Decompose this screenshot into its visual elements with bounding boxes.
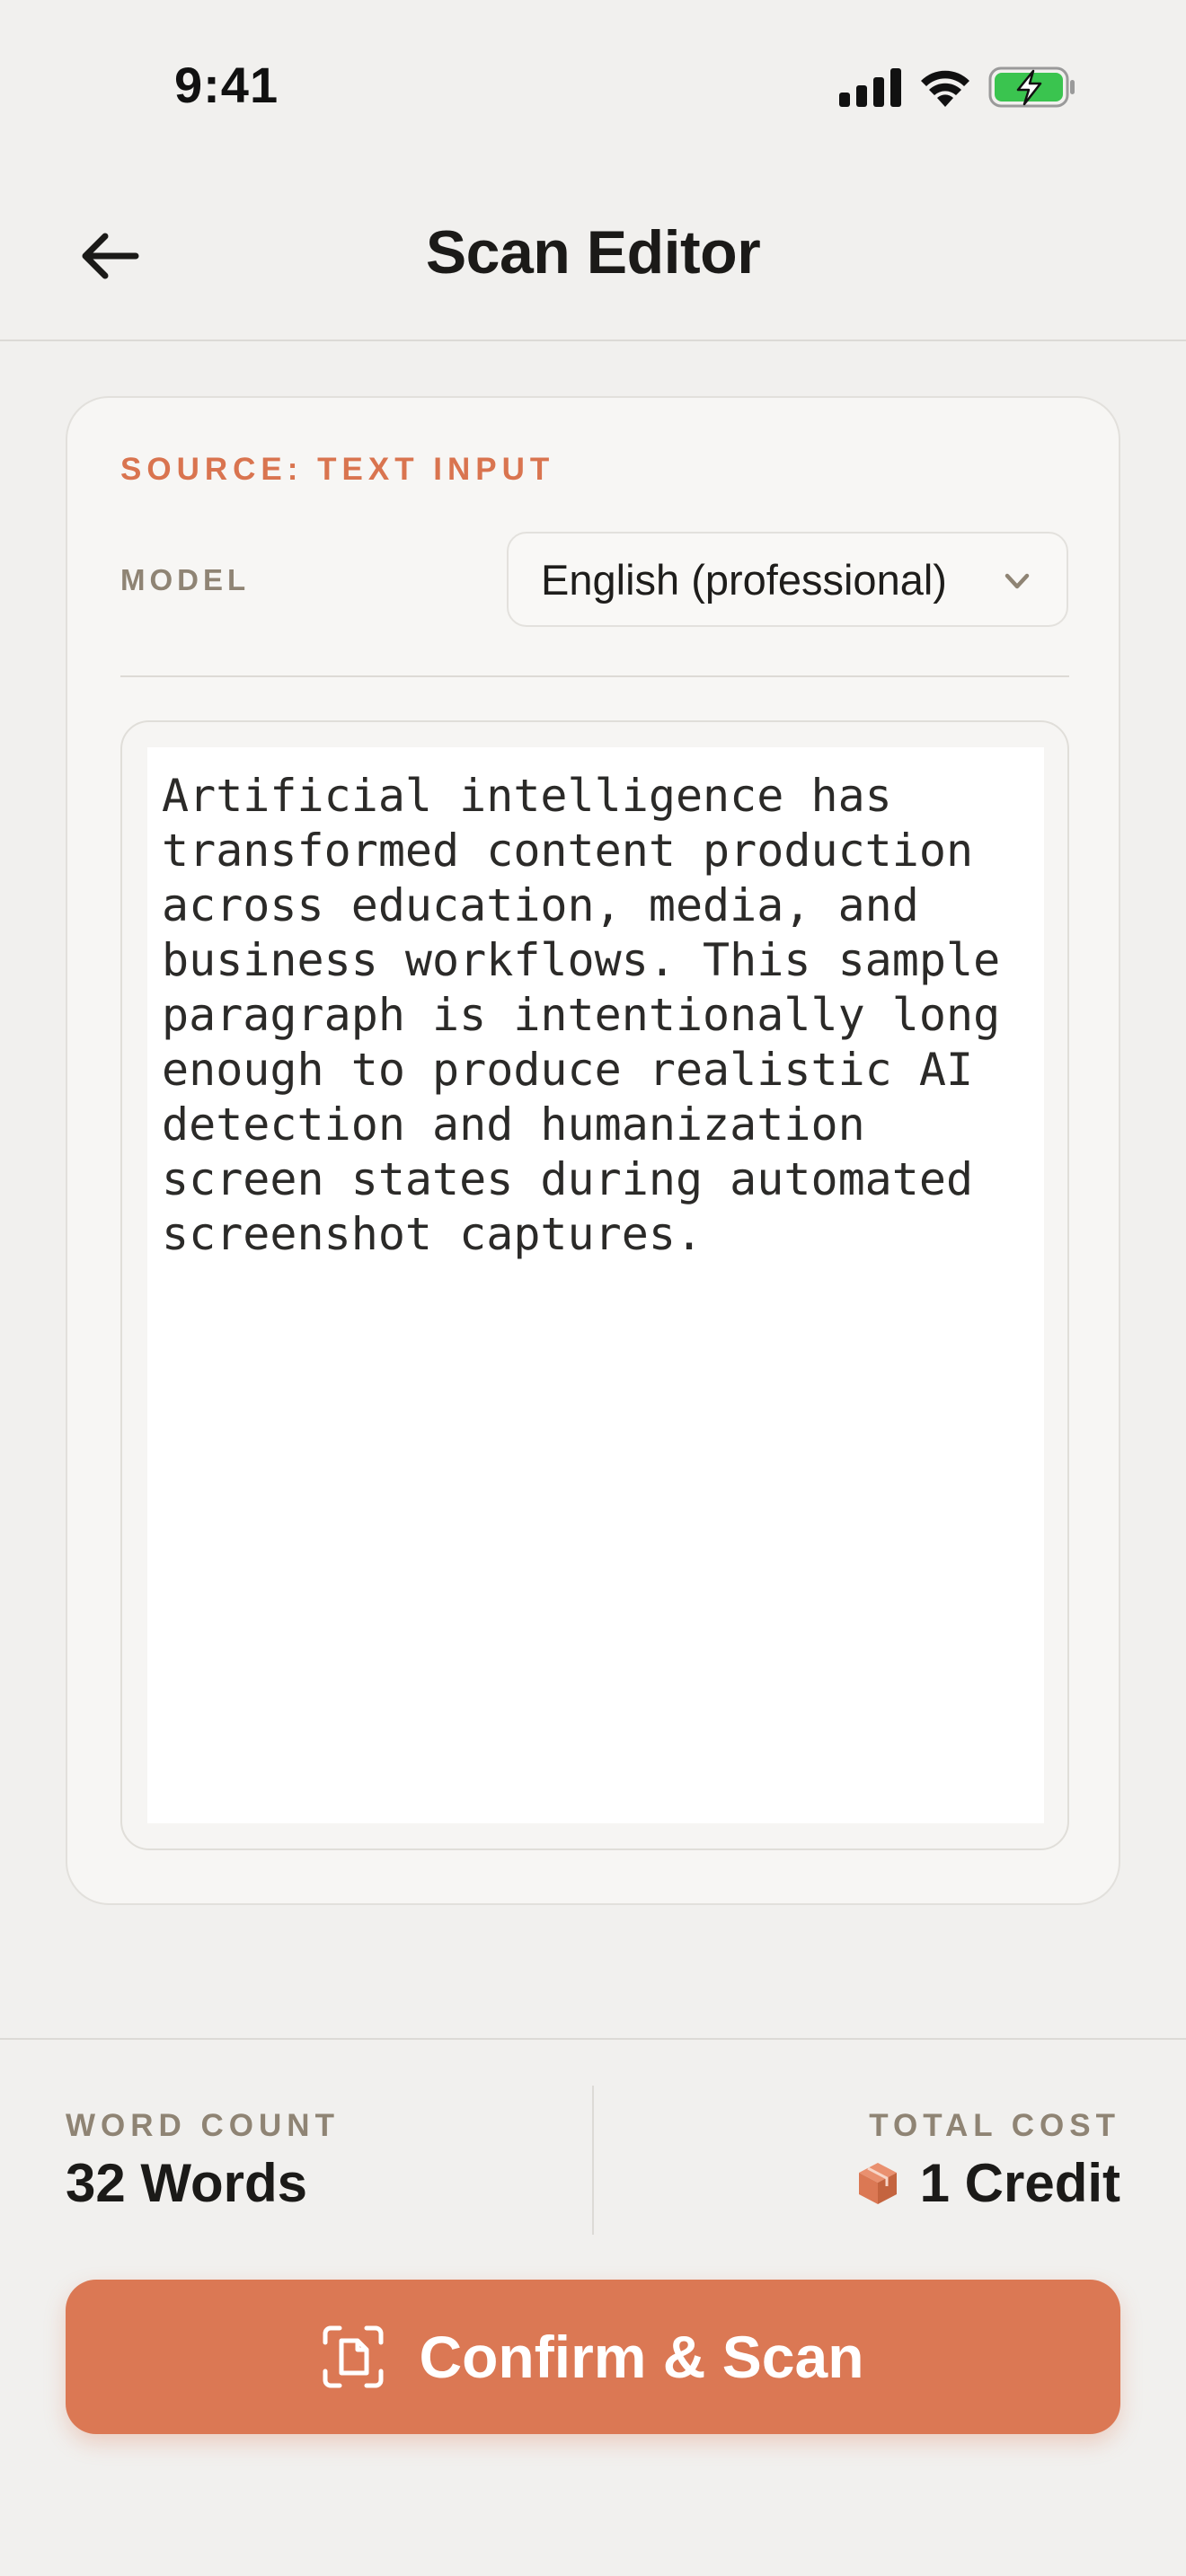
summary-divider	[592, 2086, 594, 2235]
status-bar	[0, 0, 1186, 171]
model-select-dropdown[interactable]	[507, 532, 1068, 627]
total-cost-label: TOTAL COST	[869, 2108, 1120, 2143]
text-input-frame	[120, 720, 1069, 1850]
page-title: Scan Editor	[425, 218, 761, 287]
status-time: 9:41	[174, 57, 279, 113]
nav-bar	[0, 171, 1186, 341]
chevron-down-icon	[1002, 566, 1032, 596]
source-text-input[interactable]	[147, 747, 1044, 1823]
editor-card	[66, 396, 1120, 1905]
confirm-scan-label: Confirm & Scan	[419, 2324, 864, 2390]
source-label: SOURCE: TEXT INPUT	[120, 452, 555, 487]
confirm-scan-button[interactable]	[66, 2280, 1120, 2434]
wifi-icon	[918, 67, 972, 107]
credit-cube-icon	[857, 2161, 898, 2206]
document-scan-icon	[322, 2325, 385, 2389]
card-divider	[120, 675, 1069, 677]
battery-charging-icon	[988, 66, 1076, 109]
status-icons	[839, 65, 1076, 110]
total-cost-value: 1 Credit	[919, 2153, 1120, 2213]
footer-divider	[0, 2038, 1186, 2040]
model-select-value: English (professional)	[541, 555, 947, 604]
total-cost	[857, 2152, 1120, 2214]
word-count-label: WORD COUNT	[66, 2108, 340, 2143]
word-count-value: 32 Words	[66, 2153, 307, 2213]
model-label: MODEL	[120, 563, 251, 596]
cellular-signal-icon	[839, 67, 902, 107]
